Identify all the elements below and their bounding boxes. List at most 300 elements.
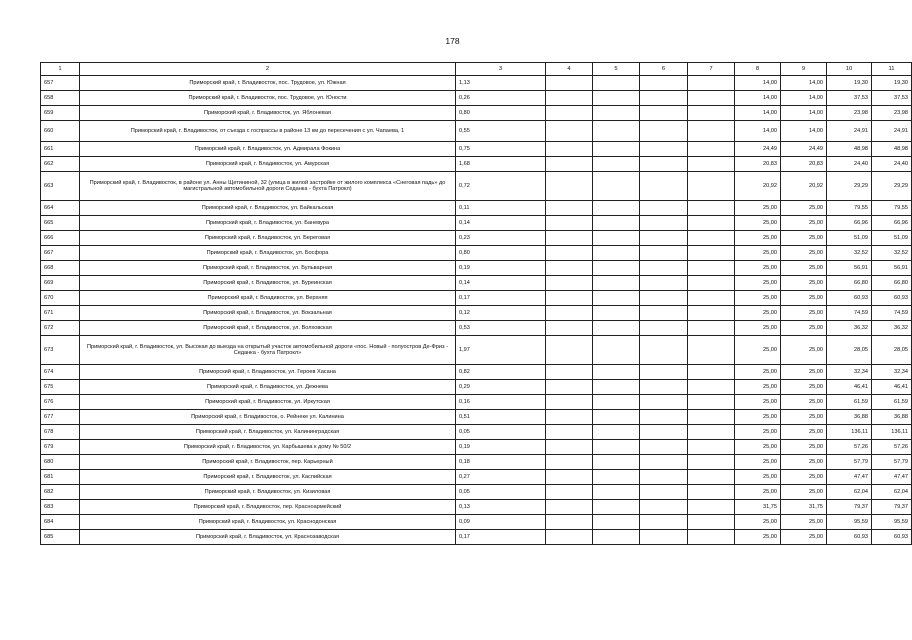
road-address: Приморский край, г. Владивосток, ул. Адмирала Фокина xyxy=(80,142,456,157)
cell-col-9: 25,00 xyxy=(781,291,827,306)
road-address: Приморский край, г. Владивосток, пер. Карьерный xyxy=(80,455,456,470)
cell-col-9: 20,83 xyxy=(781,157,827,172)
cell-col-3: 0,14 xyxy=(456,216,546,231)
cell-col-9: 25,00 xyxy=(781,425,827,440)
cell-col-3: 0,55 xyxy=(456,121,546,142)
cell-col-6 xyxy=(640,157,688,172)
road-table xyxy=(40,62,912,545)
cell-col-11: 19,30 xyxy=(872,76,912,91)
road-address: Приморский край, г. Владивосток, ул. Карбышева к дому № 50/2 xyxy=(80,440,456,455)
row-number: 683 xyxy=(41,500,80,515)
cell-col-3: 0,16 xyxy=(456,395,546,410)
cell-col-7 xyxy=(688,306,735,321)
road-address: Приморский край, г. Владивосток, в районе ул. Анны Щетининой, 32 (улица в жилой застройке от жилого комплекса «Снеговая падь» до магистральной автомобильной дороги Седанка - бухта Патрокл) xyxy=(80,172,456,201)
road-address: Приморский край, г. Владивосток, ул. Буреинская xyxy=(80,276,456,291)
table-row xyxy=(41,380,912,395)
table-row xyxy=(41,142,912,157)
row-number: 662 xyxy=(41,157,80,172)
road-address: Приморский край, г. Владивосток, ул. Кизиловая xyxy=(80,485,456,500)
cell-col-3: 0,13 xyxy=(456,500,546,515)
table-row xyxy=(41,395,912,410)
table-row xyxy=(41,440,912,455)
cell-col-7 xyxy=(688,216,735,231)
cell-col-6 xyxy=(640,395,688,410)
cell-col-6 xyxy=(640,246,688,261)
cell-col-5 xyxy=(593,121,640,142)
table-row xyxy=(41,216,912,231)
cell-col-3: 0,51 xyxy=(456,410,546,425)
cell-col-9: 25,00 xyxy=(781,395,827,410)
cell-col-3: 0,14 xyxy=(456,276,546,291)
cell-col-7 xyxy=(688,276,735,291)
column-header: 1 xyxy=(41,63,80,76)
row-number: 668 xyxy=(41,261,80,276)
row-number: 672 xyxy=(41,321,80,336)
cell-col-10: 24,91 xyxy=(827,121,872,142)
cell-col-7 xyxy=(688,246,735,261)
cell-col-4 xyxy=(546,106,593,121)
cell-col-4 xyxy=(546,91,593,106)
cell-col-10: 56,91 xyxy=(827,261,872,276)
cell-col-9: 25,00 xyxy=(781,246,827,261)
cell-col-5 xyxy=(593,530,640,545)
cell-col-4 xyxy=(546,530,593,545)
cell-col-6 xyxy=(640,276,688,291)
cell-col-7 xyxy=(688,470,735,485)
cell-col-4 xyxy=(546,121,593,142)
road-address: Приморский край, г. Владивосток, пер. Красноармейский xyxy=(80,500,456,515)
cell-col-10: 66,96 xyxy=(827,216,872,231)
table-row xyxy=(41,485,912,500)
road-address: Приморский край, г. Владивосток, ул. Дежнева xyxy=(80,380,456,395)
cell-col-8: 25,00 xyxy=(735,216,781,231)
cell-col-5 xyxy=(593,106,640,121)
cell-col-9: 25,00 xyxy=(781,216,827,231)
cell-col-9: 25,00 xyxy=(781,231,827,246)
cell-col-9: 25,00 xyxy=(781,365,827,380)
cell-col-11: 24,40 xyxy=(872,157,912,172)
cell-col-7 xyxy=(688,91,735,106)
cell-col-3: 0,19 xyxy=(456,440,546,455)
cell-col-9: 14,00 xyxy=(781,121,827,142)
cell-col-4 xyxy=(546,291,593,306)
row-number: 666 xyxy=(41,231,80,246)
cell-col-6 xyxy=(640,76,688,91)
cell-col-7 xyxy=(688,106,735,121)
cell-col-9: 25,00 xyxy=(781,440,827,455)
cell-col-4 xyxy=(546,261,593,276)
road-address: Приморский край, г. Владивосток, ул. Героев Хасана xyxy=(80,365,456,380)
cell-col-6 xyxy=(640,530,688,545)
cell-col-11: 62,04 xyxy=(872,485,912,500)
cell-col-4 xyxy=(546,440,593,455)
cell-col-8: 25,00 xyxy=(735,455,781,470)
cell-col-8: 25,00 xyxy=(735,291,781,306)
cell-col-11: 61,59 xyxy=(872,395,912,410)
row-number: 663 xyxy=(41,172,80,201)
cell-col-3: 1,97 xyxy=(456,336,546,365)
cell-col-3: 0,27 xyxy=(456,470,546,485)
cell-col-5 xyxy=(593,395,640,410)
column-header: 7 xyxy=(688,63,735,76)
cell-col-9: 20,92 xyxy=(781,172,827,201)
cell-col-8: 14,00 xyxy=(735,106,781,121)
cell-col-8: 25,00 xyxy=(735,336,781,365)
column-header: 10 xyxy=(827,63,872,76)
cell-col-5 xyxy=(593,201,640,216)
cell-col-11: 32,52 xyxy=(872,246,912,261)
cell-col-11: 60,93 xyxy=(872,530,912,545)
road-address: Приморский край, г. Владивосток, ул. Береговая xyxy=(80,231,456,246)
cell-col-8: 25,00 xyxy=(735,485,781,500)
cell-col-3: 0,19 xyxy=(456,261,546,276)
cell-col-3: 0,72 xyxy=(456,172,546,201)
cell-col-10: 29,29 xyxy=(827,172,872,201)
cell-col-9: 14,00 xyxy=(781,76,827,91)
table-row xyxy=(41,231,912,246)
cell-col-5 xyxy=(593,485,640,500)
road-address: Приморский край, г. Владивосток, пос. Трудовое, ул. Юности xyxy=(80,91,456,106)
cell-col-8: 25,00 xyxy=(735,440,781,455)
cell-col-6 xyxy=(640,201,688,216)
cell-col-7 xyxy=(688,500,735,515)
cell-col-4 xyxy=(546,76,593,91)
road-address: Приморский край, г. Владивосток, ул. Амурская xyxy=(80,157,456,172)
cell-col-8: 25,00 xyxy=(735,470,781,485)
cell-col-11: 60,93 xyxy=(872,291,912,306)
table-row xyxy=(41,172,912,201)
cell-col-8: 25,00 xyxy=(735,365,781,380)
cell-col-11: 74,59 xyxy=(872,306,912,321)
cell-col-7 xyxy=(688,121,735,142)
cell-col-10: 74,59 xyxy=(827,306,872,321)
cell-col-9: 25,00 xyxy=(781,530,827,545)
table-row xyxy=(41,246,912,261)
cell-col-5 xyxy=(593,321,640,336)
cell-col-9: 14,00 xyxy=(781,91,827,106)
road-address: Приморский край, г. Владивосток, ул. Каспийская xyxy=(80,470,456,485)
row-number: 680 xyxy=(41,455,80,470)
row-number: 682 xyxy=(41,485,80,500)
cell-col-4 xyxy=(546,485,593,500)
cell-col-11: 24,91 xyxy=(872,121,912,142)
table-row xyxy=(41,470,912,485)
cell-col-10: 79,55 xyxy=(827,201,872,216)
cell-col-11: 66,96 xyxy=(872,216,912,231)
cell-col-9: 25,00 xyxy=(781,380,827,395)
cell-col-3: 0,17 xyxy=(456,530,546,545)
table-row xyxy=(41,157,912,172)
cell-col-8: 25,00 xyxy=(735,276,781,291)
cell-col-9: 14,00 xyxy=(781,106,827,121)
cell-col-6 xyxy=(640,485,688,500)
cell-col-8: 25,00 xyxy=(735,410,781,425)
cell-col-4 xyxy=(546,201,593,216)
cell-col-7 xyxy=(688,455,735,470)
cell-col-5 xyxy=(593,216,640,231)
row-number: 684 xyxy=(41,515,80,530)
road-address: Приморский край, г. Владивосток, о. Рейнеке ул. Калинина xyxy=(80,410,456,425)
cell-col-11: 136,11 xyxy=(872,425,912,440)
cell-col-5 xyxy=(593,500,640,515)
table-row xyxy=(41,106,912,121)
cell-col-5 xyxy=(593,515,640,530)
column-header: 8 xyxy=(735,63,781,76)
row-number: 671 xyxy=(41,306,80,321)
cell-col-10: 37,53 xyxy=(827,91,872,106)
cell-col-11: 51,09 xyxy=(872,231,912,246)
header-row xyxy=(41,63,912,76)
cell-col-10: 28,05 xyxy=(827,336,872,365)
cell-col-10: 46,41 xyxy=(827,380,872,395)
row-number: 667 xyxy=(41,246,80,261)
column-header: 4 xyxy=(546,63,593,76)
cell-col-6 xyxy=(640,106,688,121)
cell-col-5 xyxy=(593,306,640,321)
row-number: 665 xyxy=(41,216,80,231)
row-number: 677 xyxy=(41,410,80,425)
cell-col-8: 24,49 xyxy=(735,142,781,157)
cell-col-3: 0,80 xyxy=(456,246,546,261)
table-row xyxy=(41,365,912,380)
cell-col-4 xyxy=(546,470,593,485)
cell-col-6 xyxy=(640,410,688,425)
cell-col-4 xyxy=(546,515,593,530)
cell-col-7 xyxy=(688,157,735,172)
table-row xyxy=(41,410,912,425)
cell-col-5 xyxy=(593,157,640,172)
cell-col-5 xyxy=(593,336,640,365)
table-row xyxy=(41,306,912,321)
cell-col-8: 14,00 xyxy=(735,76,781,91)
cell-col-8: 14,00 xyxy=(735,121,781,142)
cell-col-7 xyxy=(688,142,735,157)
cell-col-6 xyxy=(640,515,688,530)
cell-col-8: 25,00 xyxy=(735,380,781,395)
cell-col-8: 25,00 xyxy=(735,530,781,545)
road-address: Приморский край, г. Владивосток, пос. Трудовое, ул. Южная xyxy=(80,76,456,91)
cell-col-9: 25,00 xyxy=(781,336,827,365)
cell-col-3: 0,23 xyxy=(456,231,546,246)
cell-col-5 xyxy=(593,425,640,440)
cell-col-8: 25,00 xyxy=(735,246,781,261)
cell-col-5 xyxy=(593,246,640,261)
cell-col-5 xyxy=(593,410,640,425)
road-address: Приморский край, г. Владивосток, ул. Верхняя xyxy=(80,291,456,306)
table-row xyxy=(41,321,912,336)
cell-col-11: 57,26 xyxy=(872,440,912,455)
row-number: 681 xyxy=(41,470,80,485)
cell-col-9: 25,00 xyxy=(781,410,827,425)
cell-col-11: 36,32 xyxy=(872,321,912,336)
row-number: 676 xyxy=(41,395,80,410)
cell-col-7 xyxy=(688,336,735,365)
cell-col-8: 25,00 xyxy=(735,515,781,530)
cell-col-3: 0,17 xyxy=(456,291,546,306)
cell-col-4 xyxy=(546,231,593,246)
cell-col-4 xyxy=(546,380,593,395)
cell-col-5 xyxy=(593,91,640,106)
cell-col-5 xyxy=(593,172,640,201)
column-header: 6 xyxy=(640,63,688,76)
cell-col-9: 25,00 xyxy=(781,321,827,336)
cell-col-10: 51,09 xyxy=(827,231,872,246)
cell-col-4 xyxy=(546,321,593,336)
cell-col-9: 25,00 xyxy=(781,515,827,530)
cell-col-7 xyxy=(688,365,735,380)
table-body xyxy=(41,76,912,545)
cell-col-6 xyxy=(640,321,688,336)
cell-col-6 xyxy=(640,306,688,321)
cell-col-3: 0,05 xyxy=(456,425,546,440)
cell-col-7 xyxy=(688,291,735,306)
road-address: Приморский край, г. Владивосток, ул. Бульварная xyxy=(80,261,456,276)
cell-col-3: 0,11 xyxy=(456,201,546,216)
row-number: 685 xyxy=(41,530,80,545)
column-header: 11 xyxy=(872,63,912,76)
table-row xyxy=(41,121,912,142)
row-number: 673 xyxy=(41,336,80,365)
cell-col-10: 36,32 xyxy=(827,321,872,336)
road-address: Приморский край, г. Владивосток, ул. Босфора xyxy=(80,246,456,261)
cell-col-3: 0,82 xyxy=(456,365,546,380)
row-number: 661 xyxy=(41,142,80,157)
cell-col-11: 36,88 xyxy=(872,410,912,425)
road-address: Приморский край, г. Владивосток, ул. Баневура xyxy=(80,216,456,231)
cell-col-8: 25,00 xyxy=(735,201,781,216)
cell-col-11: 28,05 xyxy=(872,336,912,365)
cell-col-6 xyxy=(640,216,688,231)
cell-col-10: 57,26 xyxy=(827,440,872,455)
cell-col-10: 24,40 xyxy=(827,157,872,172)
cell-col-4 xyxy=(546,455,593,470)
table-row xyxy=(41,76,912,91)
cell-col-11: 29,29 xyxy=(872,172,912,201)
cell-col-3: 1,68 xyxy=(456,157,546,172)
page-number: 178 xyxy=(445,36,460,46)
cell-col-5 xyxy=(593,291,640,306)
table-row xyxy=(41,530,912,545)
cell-col-9: 25,00 xyxy=(781,470,827,485)
row-number: 670 xyxy=(41,291,80,306)
cell-col-4 xyxy=(546,246,593,261)
cell-col-7 xyxy=(688,395,735,410)
cell-col-10: 136,11 xyxy=(827,425,872,440)
table-row xyxy=(41,261,912,276)
cell-col-11: 46,41 xyxy=(872,380,912,395)
cell-col-4 xyxy=(546,306,593,321)
cell-col-6 xyxy=(640,470,688,485)
cell-col-3: 0,29 xyxy=(456,380,546,395)
cell-col-6 xyxy=(640,91,688,106)
cell-col-5 xyxy=(593,470,640,485)
row-number: 664 xyxy=(41,201,80,216)
table-row xyxy=(41,336,912,365)
cell-col-10: 19,30 xyxy=(827,76,872,91)
cell-col-6 xyxy=(640,172,688,201)
cell-col-6 xyxy=(640,231,688,246)
road-address: Приморский край, г. Владивосток, ул. Байкальская xyxy=(80,201,456,216)
cell-col-7 xyxy=(688,485,735,500)
cell-col-8: 14,00 xyxy=(735,91,781,106)
row-number: 674 xyxy=(41,365,80,380)
cell-col-11: 48,98 xyxy=(872,142,912,157)
cell-col-11: 66,80 xyxy=(872,276,912,291)
cell-col-5 xyxy=(593,231,640,246)
cell-col-11: 79,37 xyxy=(872,500,912,515)
cell-col-7 xyxy=(688,261,735,276)
cell-col-6 xyxy=(640,121,688,142)
cell-col-11: 47,47 xyxy=(872,470,912,485)
cell-col-11: 32,34 xyxy=(872,365,912,380)
cell-col-7 xyxy=(688,440,735,455)
cell-col-6 xyxy=(640,455,688,470)
cell-col-4 xyxy=(546,395,593,410)
road-address: Приморский край, г. Владивосток, ул. Иркутская xyxy=(80,395,456,410)
cell-col-4 xyxy=(546,425,593,440)
cell-col-5 xyxy=(593,276,640,291)
cell-col-7 xyxy=(688,380,735,395)
cell-col-6 xyxy=(640,336,688,365)
cell-col-10: 47,47 xyxy=(827,470,872,485)
cell-col-8: 25,00 xyxy=(735,306,781,321)
cell-col-6 xyxy=(640,380,688,395)
cell-col-6 xyxy=(640,261,688,276)
cell-col-4 xyxy=(546,172,593,201)
cell-col-3: 0,09 xyxy=(456,515,546,530)
cell-col-9: 25,00 xyxy=(781,201,827,216)
cell-col-9: 31,75 xyxy=(781,500,827,515)
cell-col-10: 23,98 xyxy=(827,106,872,121)
row-number: 669 xyxy=(41,276,80,291)
cell-col-3: 0,18 xyxy=(456,455,546,470)
cell-col-10: 95,59 xyxy=(827,515,872,530)
cell-col-11: 56,91 xyxy=(872,261,912,276)
road-address: Приморский край, г. Владивосток, ул. Краснодонская xyxy=(80,515,456,530)
row-number: 658 xyxy=(41,91,80,106)
cell-col-3: 0,26 xyxy=(456,91,546,106)
cell-col-3: 1,13 xyxy=(456,76,546,91)
cell-col-7 xyxy=(688,530,735,545)
cell-col-9: 25,00 xyxy=(781,261,827,276)
cell-col-7 xyxy=(688,76,735,91)
table-row xyxy=(41,515,912,530)
cell-col-6 xyxy=(640,142,688,157)
column-header: 3 xyxy=(456,63,546,76)
cell-col-10: 48,98 xyxy=(827,142,872,157)
cell-col-6 xyxy=(640,425,688,440)
table-row xyxy=(41,425,912,440)
cell-col-8: 31,75 xyxy=(735,500,781,515)
row-number: 660 xyxy=(41,121,80,142)
cell-col-8: 25,00 xyxy=(735,321,781,336)
cell-col-11: 57,79 xyxy=(872,455,912,470)
cell-col-6 xyxy=(640,440,688,455)
table-row xyxy=(41,91,912,106)
cell-col-4 xyxy=(546,276,593,291)
cell-col-5 xyxy=(593,261,640,276)
cell-col-10: 32,34 xyxy=(827,365,872,380)
cell-col-3: 0,80 xyxy=(456,106,546,121)
cell-col-5 xyxy=(593,142,640,157)
cell-col-5 xyxy=(593,76,640,91)
table-row xyxy=(41,201,912,216)
cell-col-3: 0,12 xyxy=(456,306,546,321)
cell-col-5 xyxy=(593,365,640,380)
cell-col-11: 23,98 xyxy=(872,106,912,121)
cell-col-5 xyxy=(593,455,640,470)
cell-col-8: 20,92 xyxy=(735,172,781,201)
